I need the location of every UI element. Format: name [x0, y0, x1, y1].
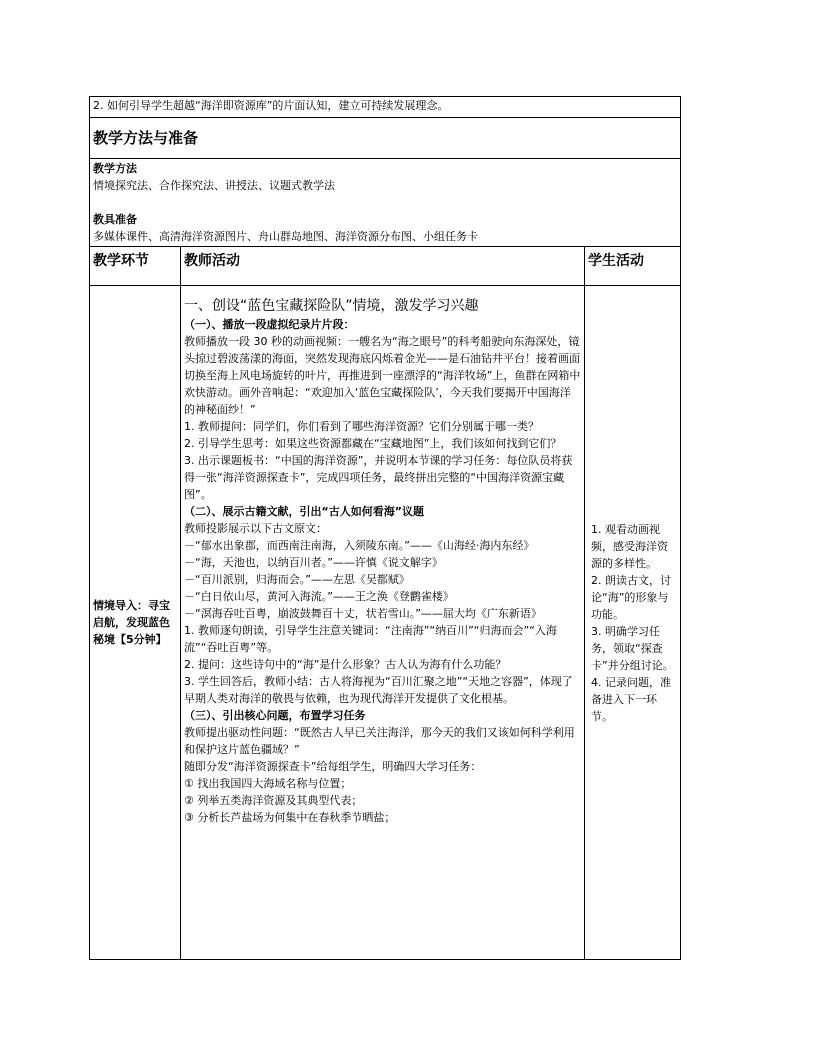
methods-text: 情境探究法、合作探究法、讲授法、议题式教学法 [93, 179, 335, 192]
spacer [93, 194, 677, 211]
task-item: ② 列举五类海洋资源及其典型代表； [184, 794, 363, 807]
teacher-cell [181, 286, 585, 960]
methods-title-row [90, 118, 681, 159]
part2-line: －“郁水出象郡，而西南注南海，入须陵东南。”——《山海经·海内东经》 [184, 539, 535, 552]
part2-line: 3. 学生回答后，教师小结：古人将海视为“百川汇聚之地”“天地之容器”，体现了早期人类对海洋的敬畏与依赖，也为现代海洋开发提供了文化根基。 [184, 675, 573, 705]
stage-cell [90, 286, 181, 960]
part1-line: 1. 教师提问：同学们，你们看到了哪些海洋资源？它们分别属于哪一类？ [184, 420, 539, 433]
intro-cell [90, 97, 681, 118]
methods-content-cell [90, 159, 681, 247]
part3-line: 随即分发“海洋资源探查卡”给每组学生，明确四大学习任务： [184, 760, 482, 773]
part2-heading: （二）、展示古籍文献，引出“古人如何看海”议题 [184, 505, 424, 518]
header-teacher: 教师活动 [181, 247, 585, 286]
part2-line: 2. 提问：这些诗句中的“海”是什么形象？古人认为海有什么功能？ [184, 658, 507, 671]
student-item: 4. 记录问题，准备进入下一环节。 [591, 675, 671, 723]
table-header-row [90, 247, 681, 286]
part3-line: 教师提出驱动性问题：“既然古人早已关注海洋，那今天的我们又该如何科学利用和保护这片蓝色疆域？” [184, 726, 575, 756]
part2-line: －“溟海吞吐百粤，崩波鼓舞百十丈，状若雪山。”——屈大均《广东新语》 [184, 607, 542, 620]
methods-title-cell [90, 118, 681, 159]
lesson-plan-page [89, 96, 680, 960]
part1-line: 2. 引导学生思考：如果这些资源都藏在“宝藏地图”上，我们该如何找到它们？ [184, 437, 562, 450]
section-title: 教学方法与准备 [93, 129, 199, 147]
part2-line: －“百川派别，归海而会。”——左思《吴都赋》 [184, 573, 410, 586]
student-cell [585, 286, 681, 960]
methods-content-row [90, 159, 681, 247]
student-item: 2. 朗读古文，讨论“海”的形象与功能。 [591, 573, 671, 621]
methods-heading: 教学方法 [93, 162, 137, 175]
part1-heading: （一）、播放一段虚拟纪录片片段： [184, 318, 355, 331]
intro-text: 2. 如何引导学生超越“海洋即资源库”的片面认知，建立可持续发展理念。 [93, 99, 449, 112]
header-stage: 教学环节 [90, 247, 181, 286]
part1-line: 教师播放一段 30 秒的动画视频：一艘名为“海之眼号”的科考船驶向东海深处，镜头掠过碧波荡漾的海面，突然发现海底闪烁着金光——是石油钻井平台！接着画面切换至海上风电场旋转的叶片，再推进到一座漂浮的“海洋牧场”上，鱼群在网箱中欢快游动。画外音响起：“欢迎加入‘蓝色宝藏探险队’，今天我们要揭开中国海洋的神秘面纱！” [184, 335, 581, 416]
student-item: 3. 明确学习任务，领取“探查卡”并分组讨论。 [591, 624, 674, 672]
tools-heading: 教具准备 [93, 213, 137, 226]
part2-line: 教师投影展示以下古文原文： [184, 522, 327, 535]
student-item: 1. 观看动画视频，感受海洋资源的多样性。 [591, 522, 668, 570]
stage-label: 情境导入：寻宝启航，发现蓝色秘境【5分钟】 [93, 599, 170, 646]
part2-line: －“海，天池也，以纳百川者。”——许慎《说文解字》 [184, 556, 443, 569]
lesson-plan-table [89, 96, 681, 960]
intro-row [90, 97, 681, 118]
content-row [90, 286, 681, 960]
part1-line: 3. 出示课题板书：“中国的海洋资源”，并说明本节课的学习任务：每位队员将获得一张“海洋资源探查卡”，完成四项任务，最终拼出完整的“中国海洋资源宝藏图”。 [184, 454, 573, 501]
header-student: 学生活动 [585, 247, 681, 286]
teacher-main-title: 一、创设“蓝色宝藏探险队”情境，激发学习兴趣 [184, 298, 479, 314]
task-item: ① 找出我国四大海域名称与位置； [184, 777, 352, 790]
part2-line: －“白日依山尽，黄河入海流。”——王之涣《登鹳雀楼》 [184, 590, 454, 603]
part3-heading: （三）、引出核心问题，布置学习任务 [184, 709, 366, 722]
part2-line: 1. 教师逐句朗读，引导学生注意关键词：“注南海”“纳百川”“归海而会”“入海流”“吞吐百粤”等。 [184, 624, 557, 654]
tools-text: 多媒体课件、高清海洋资源图片、舟山群岛地图、海洋资源分布图、小组任务卡 [93, 230, 478, 243]
task-item: ③ 分析长芦盐场为何集中在春秋季节晒盐； [184, 811, 396, 824]
